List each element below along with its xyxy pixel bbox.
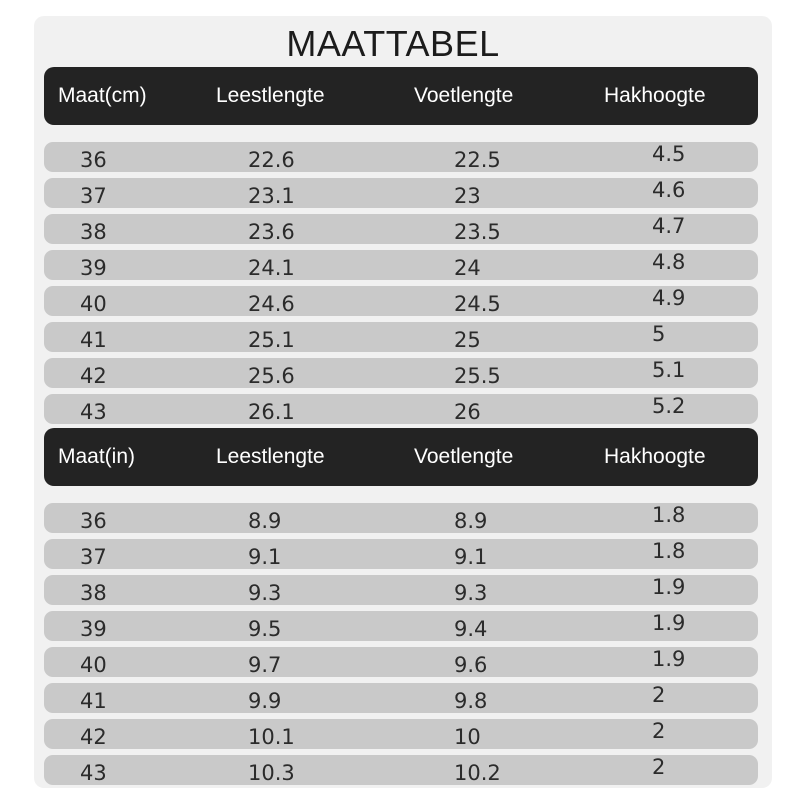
- table-cell: 1.9: [652, 611, 686, 635]
- table-cell: 24.1: [248, 256, 295, 280]
- table-row: [44, 394, 758, 424]
- table-cell: 23.6: [248, 220, 295, 244]
- table-cell: 43: [80, 400, 107, 424]
- table-cell: 25: [454, 328, 481, 352]
- table-row: [44, 611, 758, 641]
- table-cell: 10.3: [248, 761, 295, 785]
- table-cell: 1.8: [652, 539, 686, 563]
- table-cell: 9.6: [454, 653, 488, 677]
- table-cell: 24.5: [454, 292, 501, 316]
- table-cell: 9.7: [248, 653, 282, 677]
- table-row: [44, 286, 758, 316]
- column-header: Voetlengte: [414, 445, 514, 468]
- column-header: Voetlengte: [414, 84, 514, 107]
- table-cell: 25.6: [248, 364, 295, 388]
- table-cell: 23.5: [454, 220, 501, 244]
- table-cell: 9.9: [248, 689, 282, 713]
- table-row: [44, 214, 758, 244]
- table-cell: 22.6: [248, 148, 295, 172]
- table-cell: 2: [652, 755, 666, 779]
- table-cell: 9.1: [248, 545, 282, 569]
- table-cell: 10.2: [454, 761, 501, 785]
- table-cell: 22.5: [454, 148, 501, 172]
- table-cell: 39: [80, 256, 107, 280]
- table-header-cm: [44, 67, 758, 125]
- table-cell: 43: [80, 761, 107, 785]
- column-header: Maat(in): [58, 445, 136, 468]
- table-cell: 9.3: [454, 581, 488, 605]
- table-cell: 36: [80, 148, 107, 172]
- table-row: [44, 358, 758, 388]
- table-cell: 1.9: [652, 647, 686, 671]
- column-header: Leestlengte: [216, 84, 325, 107]
- table-cell: 40: [80, 653, 107, 677]
- page-title: MAATTABEL: [286, 23, 500, 64]
- table-cell: 24: [454, 256, 481, 280]
- table-cell: 9.4: [454, 617, 488, 641]
- table-row: [44, 755, 758, 785]
- table-cell: 9.1: [454, 545, 488, 569]
- table-row: [44, 719, 758, 749]
- table-cell: 23.1: [248, 184, 295, 208]
- table-row: [44, 142, 758, 172]
- table-cell: 4.5: [652, 142, 686, 166]
- table-cell: 41: [80, 328, 107, 352]
- table-cell: 38: [80, 581, 107, 605]
- table-cell: 4.6: [652, 178, 686, 202]
- table-cell: 38: [80, 220, 107, 244]
- table-cell: 8.9: [454, 509, 488, 533]
- table-row: [44, 575, 758, 605]
- table-cell: 5.1: [652, 358, 686, 382]
- column-header: Leestlengte: [216, 445, 325, 468]
- table-header-in: [44, 428, 758, 486]
- table-cell: 9.5: [248, 617, 282, 641]
- table-cell: 26.1: [248, 400, 295, 424]
- table-cell: 2: [652, 719, 666, 743]
- table-row: [44, 178, 758, 208]
- table-cell: 4.7: [652, 214, 686, 238]
- table-cell: 10: [454, 725, 481, 749]
- table-cell: 37: [80, 184, 107, 208]
- table-cell: 9.8: [454, 689, 488, 713]
- table-cell: 41: [80, 689, 107, 713]
- table-cell: 24.6: [248, 292, 295, 316]
- table-cell: 1.8: [652, 503, 686, 527]
- table-row: [44, 503, 758, 533]
- table-cell: 5: [652, 322, 666, 346]
- table-cell: 25.5: [454, 364, 501, 388]
- table-cell: 42: [80, 364, 107, 388]
- table-cell: 4.8: [652, 250, 686, 274]
- column-header: Hakhoogte: [604, 84, 706, 107]
- table-row: [44, 683, 758, 713]
- table-cell: 10.1: [248, 725, 295, 749]
- table-cell: 23: [454, 184, 481, 208]
- table-cell: 4.9: [652, 286, 686, 310]
- table-cell: 25.1: [248, 328, 295, 352]
- table-cell: 1.9: [652, 575, 686, 599]
- table-cell: 37: [80, 545, 107, 569]
- column-header: Hakhoogte: [604, 445, 706, 468]
- table-cell: 8.9: [248, 509, 282, 533]
- table-row: [44, 250, 758, 280]
- table-cell: 39: [80, 617, 107, 641]
- column-header: Maat(cm): [58, 84, 147, 107]
- table-cell: 36: [80, 509, 107, 533]
- table-cell: 40: [80, 292, 107, 316]
- table-cell: 5.2: [652, 394, 686, 418]
- table-row: [44, 539, 758, 569]
- table-cell: 9.3: [248, 581, 282, 605]
- table-row: [44, 322, 758, 352]
- table-cell: 26: [454, 400, 481, 424]
- table-cell: 2: [652, 683, 666, 707]
- table-row: [44, 647, 758, 677]
- table-cell: 42: [80, 725, 107, 749]
